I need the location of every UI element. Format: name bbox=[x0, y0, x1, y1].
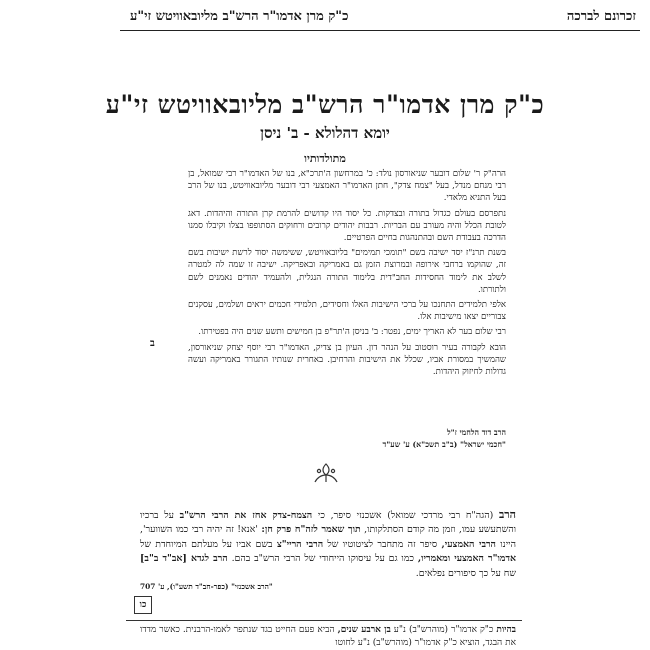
page-title: כ"ק מרן אדמו"ר הרש"ב מליובאוויטש זי"ע bbox=[105, 90, 545, 119]
signature-source: "חכמי ישראל" (ב"ב תשכ"א) ע' שע"ד bbox=[382, 440, 506, 449]
anecdote-emphasis: הצמח-צדק אחז את הרבי הרש"ב bbox=[179, 510, 313, 521]
anecdote-lead: הרב bbox=[498, 508, 516, 521]
bio-paragraph: הרה"ק ר' שלום דובער שניאורסון נולד: כ' במרחשון ה'תרכ"א, בנו של האדמו"ר רבי שמואל, בן רבי מנחם מנדל, בעל "צמח צדק", חתן האדמו"ר האמצעי רבי דובער מליובאוויטש, בנו של הרב בעל התניא מלאדי. bbox=[188, 169, 506, 204]
footnote-divider bbox=[126, 620, 522, 621]
anecdote-emphasis: תוך שאמר לזה"ח פרק חן: bbox=[261, 524, 361, 536]
ornament-divider-icon bbox=[313, 462, 339, 484]
anecdote-emphasis: אדמו"ר האמצעי ומאמריו, bbox=[417, 553, 517, 565]
anecdote-fragment: סיפר זה מתחבר לציטוטיו של bbox=[327, 538, 438, 550]
bio-paragraph: בשנת תרנ"ז יסד ישיבה בשם "תומכי תמימים" בליובאוויטש, ששימשה יסוד לרשת ישיבות בשם זה, שהוקמו ברחבי אירופה ובמרוצת הזמן גם באמריקה ובאפריקה. ישיבה זו שמה לה למטרה לשלב את לימוד החסידות החב"דית בלימוד התורה הנגלית, ולהעמיד יהודים נאמנים לשם ולתורתו. bbox=[188, 248, 506, 295]
page-number: כו bbox=[134, 596, 152, 614]
anecdote-fragment: שח על כך סיפורים נפלאים. bbox=[415, 567, 516, 579]
anecdote-emphasis: הרבי הריי"צ bbox=[276, 538, 324, 550]
anecdote-text bbox=[140, 508, 516, 581]
signature-author: הרב דוד הלחמי ז"ל bbox=[446, 428, 506, 437]
bio-paragraph: נתפרסם בעולם כגדול בתורה ובצדקות. כל יסוד היו קדושים להרמת קרן התורה והיהדות. דאג לטובת הכלל והיה מעורב עם הבריות. רבבות יהודים קרובים ורחוקים הסתופפו בצלו וקיבלו סמנו הדרכה בעבודת השם ובהתנהגות בחיים הפרטיים. bbox=[188, 208, 506, 244]
anecdote-fragment: כמו גם על עיסוקו הייחודי של הרבי הרש"ב בהם. bbox=[231, 553, 414, 565]
header-divider bbox=[120, 30, 640, 31]
anecdote-fragment: (הגה"ח רבי מרדכי שמואל) אשכנזי סיפר, כי bbox=[317, 510, 494, 521]
biography-text bbox=[188, 168, 506, 381]
footnote-emphasis: בן ארבע שנים, bbox=[337, 625, 391, 635]
running-header-title: כ"ק מרן אדמו"ר הרש"ב מליובאוויטש זי"ע bbox=[130, 9, 349, 24]
anecdote-source: "הרב אשכנזי" (כפר-חב"ד תשע"ו), ע' 707 bbox=[140, 582, 273, 591]
margin-mark: ב bbox=[150, 338, 155, 349]
anecdote-fragment: בשם אביו על מעלתם המיוחדת של bbox=[140, 538, 273, 550]
footnote-lead: בהיות bbox=[496, 625, 516, 635]
page-subtitle: יומא דהלולא - ב' ניסן bbox=[260, 124, 390, 142]
bio-paragraph: הובא לקבורה בעיר רוסטוב על הנהר דון. העיון בן צדיק, האדמו"ר רבי יוסף יצחק שניאורסון, שהמשיך במסורת אביו, שכלל את הישיבות והרחיבן. באחרית שנותיו התגורר באמריקה ועשה גדולות לחיזוק היהדות. bbox=[188, 342, 506, 378]
bio-paragraph: רבי שלום בער לא האריך ימים, נפטר: ב' בניסן ה'תר"פ בן חמישים ותשע שנים היה בפטירתו. bbox=[198, 327, 506, 338]
footnote-fragment: כ"ק אדמו"ר (מוהרש"ב) נ"ע bbox=[393, 625, 494, 635]
anecdote-emphasis: הרב לגדא [אב"ד ב"ב] bbox=[140, 553, 228, 565]
footnote-fragment: הביא פעם החייט בגד שנתפר לאמו-הרבנית. כאשר מדדו את הבגד, הוציא כ"ק אדמו"ר (מוהרש"ב) נ"ע לחוטו bbox=[140, 625, 516, 648]
footnote-text bbox=[140, 624, 516, 649]
anecdote-emphasis: הרבי האמצעי, bbox=[441, 538, 496, 550]
running-header-category: זכרונם לברכה bbox=[566, 9, 636, 24]
section-heading: מתולדותיו bbox=[304, 152, 346, 165]
anecdote-fragment: 'אנא! זה יהיה רבי כמו השווער', היינו bbox=[140, 524, 517, 550]
anecdote-fragment: על ברכיו והשתעשע עמו, וזמן מה קודם הסתלקותו, bbox=[140, 510, 516, 536]
bio-paragraph: אלפי תלמידים התחנכו על ברכי הישיבות האלו וחסידים, תלמידי חכמים יראים ושלמים, עסקנים צבוריים יצאו מישיבות אלו. bbox=[188, 300, 506, 323]
